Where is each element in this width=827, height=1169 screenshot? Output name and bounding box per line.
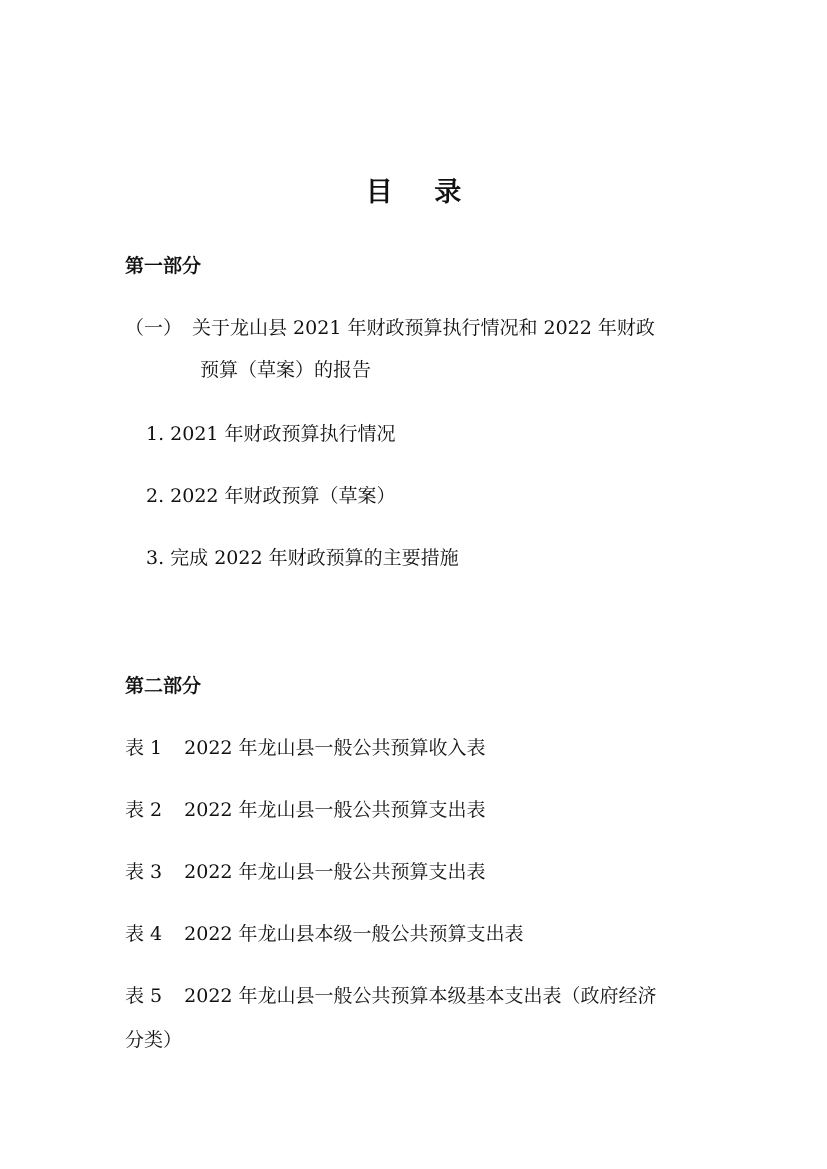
table-title: 2022 年龙山县一般公共预算本级基本支出表（政府经济 <box>184 985 657 1007</box>
table-entry-3 <box>125 860 486 884</box>
table-number: 表 2 <box>125 799 163 821</box>
table-entry-4 <box>125 922 524 946</box>
section-number: （一） <box>125 317 183 339</box>
section-title: 关于龙山县 2021 年财政预算执行情况和 2022 年财政 <box>192 317 655 339</box>
table-number: 表 5 <box>125 985 163 1007</box>
table-title: 2022 年龙山县一般公共预算支出表 <box>184 861 486 883</box>
section-1-line2: 预算（草案）的报告 <box>200 359 372 381</box>
toc-item-2: 2. 2022 年财政预算（草案） <box>146 485 396 507</box>
table-number: 表 3 <box>125 861 163 883</box>
toc-item-3: 3. 完成 2022 年财政预算的主要措施 <box>146 547 459 569</box>
part1-heading: 第一部分 <box>125 255 202 277</box>
table-entry-5-continuation: 分类） <box>125 1029 183 1051</box>
section-1-line1 <box>125 316 655 340</box>
table-entry-5 <box>125 984 657 1008</box>
page-title: 目 录 <box>365 177 478 208</box>
table-title: 2022 年龙山县一般公共预算支出表 <box>184 799 486 821</box>
table-entry-2 <box>125 798 486 822</box>
table-entry-1 <box>125 736 486 760</box>
table-title: 2022 年龙山县本级一般公共预算支出表 <box>184 923 524 945</box>
table-title: 2022 年龙山县一般公共预算收入表 <box>184 737 486 759</box>
toc-item-1: 1. 2021 年财政预算执行情况 <box>146 423 396 445</box>
table-number: 表 1 <box>125 737 163 759</box>
part2-heading: 第二部分 <box>125 675 202 697</box>
table-number: 表 4 <box>125 923 163 945</box>
